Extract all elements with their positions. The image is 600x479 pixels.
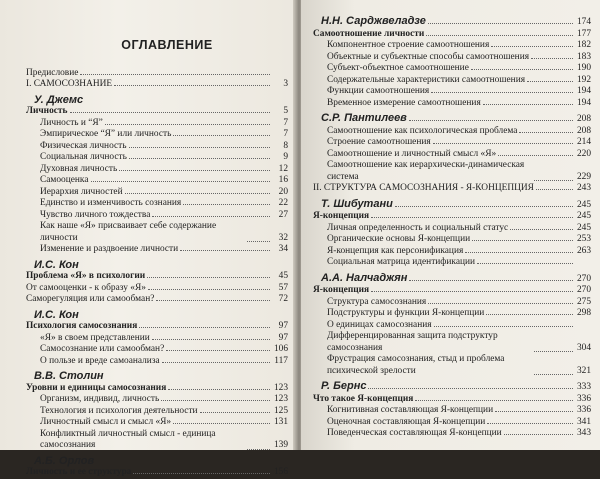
page-number: 22 bbox=[278, 198, 288, 208]
toc-entry[interactable] bbox=[313, 246, 591, 258]
entry-title: Изменение и раздвоение личности bbox=[40, 244, 179, 254]
entry-title: I. САМОСОЗНАНИЕ bbox=[26, 79, 113, 89]
page-number: 183 bbox=[576, 51, 591, 62]
toc-entry[interactable] bbox=[26, 333, 288, 345]
page-number: 321 bbox=[576, 365, 591, 376]
author-name: С.Р. Пантилеев bbox=[321, 112, 407, 124]
entry-title: Дифференцированная защита подструктур самосознания bbox=[327, 331, 498, 353]
toc-author bbox=[313, 16, 591, 29]
entry-title: Самоотношение личности bbox=[313, 28, 425, 39]
dot-leader bbox=[527, 81, 573, 82]
page-number: 34 bbox=[278, 244, 288, 254]
page-number: 9 bbox=[283, 152, 288, 162]
page-number: 3 bbox=[283, 79, 288, 89]
toc-entry[interactable] bbox=[313, 405, 591, 417]
page-number: 32 bbox=[278, 232, 288, 243]
toc-entry[interactable] bbox=[26, 187, 288, 199]
page-number: 123 bbox=[273, 394, 288, 404]
toc-entry[interactable] bbox=[26, 129, 288, 141]
toc-entry[interactable] bbox=[313, 223, 591, 235]
entry-title: Самоотношение как психологическая проблема bbox=[327, 125, 518, 136]
page-number: 97 bbox=[278, 321, 288, 331]
toc-author bbox=[313, 199, 591, 212]
entry-title: Функции самоотношения bbox=[327, 86, 430, 96]
toc-entry[interactable] bbox=[313, 331, 591, 354]
toc-entry[interactable] bbox=[313, 234, 591, 246]
toc-entry[interactable] bbox=[26, 141, 288, 153]
toc-author bbox=[313, 113, 591, 126]
author-name: Т. Шибутани bbox=[321, 197, 393, 210]
entry-title: О пользе и вреде самоанализа bbox=[40, 355, 160, 366]
page-number: 220 bbox=[576, 148, 591, 159]
toc-entry[interactable] bbox=[313, 308, 591, 320]
entry-title: О единицах самосознания bbox=[327, 319, 432, 330]
toc-entry[interactable] bbox=[313, 137, 591, 149]
dot-leader bbox=[428, 303, 573, 304]
entry-title: Органические основы Я-концепции bbox=[327, 234, 471, 244]
dot-leader bbox=[409, 280, 573, 281]
entry-title: Я-концепция bbox=[313, 285, 370, 295]
page-number: 7 bbox=[283, 117, 288, 128]
toc-entry[interactable] bbox=[313, 98, 591, 110]
dot-leader bbox=[477, 263, 573, 264]
entry-title: Я-концепция bbox=[313, 211, 370, 221]
toc-entry[interactable] bbox=[26, 467, 288, 479]
toc-entry[interactable] bbox=[26, 406, 288, 418]
page-number: 139 bbox=[273, 440, 288, 450]
page-number: 156 bbox=[273, 467, 288, 477]
page-number: 336 bbox=[576, 405, 591, 415]
toc-entry[interactable] bbox=[26, 221, 288, 244]
dot-leader bbox=[434, 326, 573, 327]
entry-title: Проблема «Я» в психологии bbox=[26, 271, 146, 281]
entry-title: От самооценки - к образу «Я» bbox=[26, 282, 146, 293]
page-number: 208 bbox=[576, 125, 591, 136]
toc-entry[interactable] bbox=[26, 344, 288, 356]
entry-title: Саморегуляция или самообман? bbox=[26, 294, 155, 304]
dot-leader bbox=[534, 180, 573, 181]
page-number: 174 bbox=[576, 17, 591, 27]
entry-title: Объектные и субъектные способы самоотношения bbox=[327, 51, 530, 62]
dot-leader bbox=[395, 206, 573, 207]
entry-title: II. СТРУКТУРА САМОСОЗНАНИЯ - Я-КОНЦЕПЦИЯ bbox=[313, 183, 534, 193]
right-page bbox=[301, 0, 600, 450]
entry-title: Субъект-объектное самоотношение bbox=[327, 63, 469, 73]
toc-entry[interactable] bbox=[313, 183, 591, 195]
entry-title: Личность и ее структура bbox=[26, 467, 132, 477]
toc-entry[interactable] bbox=[26, 198, 288, 210]
page-number: 125 bbox=[273, 405, 288, 416]
page-number: 243 bbox=[576, 183, 591, 193]
dot-leader bbox=[161, 400, 270, 401]
dot-leader bbox=[114, 85, 270, 86]
dot-leader bbox=[487, 423, 573, 424]
toc-entry[interactable] bbox=[313, 160, 591, 183]
dot-leader bbox=[91, 181, 271, 182]
dot-leader bbox=[371, 291, 573, 292]
entry-title: Единство и изменчивость сознания bbox=[40, 198, 182, 208]
toc-entry[interactable] bbox=[313, 394, 591, 406]
dot-leader bbox=[119, 170, 270, 171]
toc-entry[interactable] bbox=[313, 126, 591, 138]
page-number: 194 bbox=[576, 86, 591, 96]
page-number: 20 bbox=[278, 186, 288, 197]
entry-title: Эмпирическое “Я” или личность bbox=[40, 129, 172, 139]
dot-leader bbox=[486, 314, 573, 315]
page-number: 12 bbox=[278, 163, 288, 174]
entry-title: Самоотношение как иерархически-динамическая система bbox=[327, 160, 525, 182]
dot-leader bbox=[162, 362, 270, 363]
page-number: 72 bbox=[278, 294, 288, 304]
page-number: 343 bbox=[576, 428, 591, 438]
dot-leader bbox=[152, 216, 270, 217]
dot-leader bbox=[433, 143, 573, 144]
author-name: И.С. Кон bbox=[34, 308, 79, 321]
toc-entry[interactable] bbox=[26, 164, 288, 176]
toc-entry[interactable] bbox=[26, 356, 288, 368]
dot-leader bbox=[519, 132, 573, 133]
page-number: 192 bbox=[576, 74, 591, 85]
dot-leader bbox=[173, 135, 270, 136]
entry-title: Психология самосознания bbox=[26, 321, 138, 331]
dot-leader bbox=[173, 423, 270, 424]
dot-leader bbox=[415, 400, 573, 401]
toc-entry[interactable] bbox=[313, 257, 591, 269]
dot-leader bbox=[483, 104, 573, 105]
page-number: 263 bbox=[576, 245, 591, 256]
page-number: 5 bbox=[283, 106, 288, 116]
entry-title: Временное измерение самоотношения bbox=[327, 97, 481, 108]
toc-entry[interactable] bbox=[313, 86, 591, 98]
page-number: 270 bbox=[576, 285, 591, 295]
dot-leader bbox=[531, 58, 573, 59]
toc-entry[interactable] bbox=[313, 63, 591, 75]
dot-leader bbox=[148, 289, 270, 290]
entry-title: Технология и психология деятельности bbox=[40, 405, 198, 416]
toc-entry[interactable] bbox=[26, 283, 288, 295]
page-number: 333 bbox=[576, 382, 591, 392]
dot-leader bbox=[409, 120, 573, 121]
page-number: 123 bbox=[273, 382, 288, 393]
page-number: 106 bbox=[273, 344, 288, 354]
dot-leader bbox=[534, 351, 573, 352]
toc-entry[interactable] bbox=[313, 320, 591, 332]
dot-leader bbox=[247, 449, 270, 450]
toc-entry[interactable] bbox=[26, 152, 288, 164]
entry-title: Самооценка bbox=[40, 175, 89, 185]
entry-title: Оценочная составляющая Я-концепции bbox=[327, 416, 486, 427]
dot-leader bbox=[428, 23, 573, 24]
entry-title: Чувство личного тождества bbox=[40, 209, 151, 220]
toc-entry[interactable] bbox=[313, 417, 591, 429]
entry-title: Фрустрация самосознания, стыд и проблема психической зрелости bbox=[327, 354, 505, 376]
dot-leader bbox=[510, 229, 573, 230]
entry-title: Когнитивная составляющая Я-концепции bbox=[327, 405, 494, 415]
dot-leader bbox=[504, 434, 573, 435]
page-number: 214 bbox=[576, 137, 591, 147]
toc-entry[interactable] bbox=[313, 354, 591, 377]
author-name: В.В. Столин bbox=[34, 370, 104, 382]
dot-leader bbox=[147, 277, 270, 278]
entry-title: Подструктуры и функции Я-концепции bbox=[327, 308, 485, 318]
dot-leader bbox=[168, 389, 270, 390]
page-number: 304 bbox=[576, 342, 591, 353]
entry-title: «Я» в своем представлении bbox=[40, 332, 150, 343]
page-number: 245 bbox=[576, 199, 591, 210]
entry-title: Уровни и единицы самосознания bbox=[26, 382, 167, 393]
entry-title: Иерархия личностей bbox=[40, 186, 123, 197]
dot-leader bbox=[70, 112, 271, 113]
entry-title: Структура самосознания bbox=[327, 296, 427, 307]
entry-title: Компонентное строение самоотношения bbox=[327, 40, 490, 50]
page-number: 57 bbox=[278, 282, 288, 293]
page-number: 341 bbox=[576, 416, 591, 427]
page-number: 182 bbox=[576, 40, 591, 50]
toc-entry[interactable] bbox=[26, 244, 288, 256]
page-number: 8 bbox=[283, 140, 288, 151]
dot-leader bbox=[80, 74, 270, 75]
toc-author bbox=[26, 260, 288, 272]
page-number: 270 bbox=[576, 273, 591, 284]
toc-author bbox=[26, 456, 288, 468]
dot-leader bbox=[133, 473, 270, 474]
page-number: 97 bbox=[278, 332, 288, 343]
entry-title: Я-концепция как персонификация bbox=[327, 245, 464, 256]
right-entries bbox=[313, 16, 591, 440]
toc-author bbox=[313, 273, 591, 286]
dot-leader bbox=[495, 411, 573, 412]
entry-title: Самосознание или самообман? bbox=[40, 344, 165, 354]
page-number: 27 bbox=[278, 209, 288, 220]
entry-title: Содержательные характеристики самоотношения bbox=[327, 74, 526, 85]
dot-leader bbox=[105, 124, 270, 125]
page-number: 298 bbox=[576, 308, 591, 318]
page-number: 253 bbox=[576, 234, 591, 244]
dot-leader bbox=[368, 388, 573, 389]
dot-leader bbox=[426, 35, 573, 36]
author-name: У. Джемс bbox=[34, 93, 84, 106]
entry-title: Личная определенность и социальный статус bbox=[327, 222, 509, 233]
entry-title: Духовная личность bbox=[40, 163, 118, 174]
dot-leader bbox=[152, 339, 270, 340]
toc-entry[interactable] bbox=[313, 29, 591, 41]
page-number: 229 bbox=[576, 171, 591, 182]
entry-title: Организм, индивид, личность bbox=[40, 394, 160, 404]
toc-entry[interactable] bbox=[313, 297, 591, 309]
toc-entry[interactable] bbox=[26, 294, 288, 306]
toc-entry[interactable] bbox=[313, 211, 591, 223]
dot-leader bbox=[536, 189, 573, 190]
dot-leader bbox=[534, 374, 573, 375]
toc-entry[interactable] bbox=[313, 285, 591, 297]
page-number: 245 bbox=[576, 222, 591, 233]
page-number: 117 bbox=[274, 355, 288, 366]
dot-leader bbox=[139, 327, 270, 328]
page-number: 194 bbox=[576, 97, 591, 108]
page-number: 275 bbox=[576, 296, 591, 307]
toc-entry[interactable] bbox=[26, 417, 288, 429]
left-entries bbox=[26, 68, 288, 479]
dot-leader bbox=[498, 155, 573, 156]
toc-entry[interactable] bbox=[313, 428, 591, 440]
entry-title: Самоотношение и личностный смысл «Я» bbox=[327, 148, 497, 159]
entry-title: Социальная матрица идентификации bbox=[327, 257, 476, 267]
toc-entry[interactable] bbox=[313, 52, 591, 64]
author-name: И.С. Кон bbox=[34, 258, 79, 271]
dot-leader bbox=[200, 412, 270, 413]
toc-author bbox=[26, 371, 288, 383]
right-toc bbox=[313, 12, 591, 440]
entry-title: Социальная личность bbox=[40, 152, 127, 162]
page-number: 16 bbox=[278, 175, 288, 185]
entry-title: Конфликтный личностный смысл - единица самосознания bbox=[40, 428, 216, 450]
toc-entry[interactable] bbox=[26, 383, 288, 395]
dot-leader bbox=[180, 250, 270, 251]
page-number: 190 bbox=[576, 63, 591, 73]
page-number: 336 bbox=[576, 393, 591, 404]
author-name: А.Б. Орлов bbox=[34, 454, 95, 467]
entry-title: Поведенческая составляющая Я-концепции bbox=[327, 428, 502, 438]
page-number: 245 bbox=[576, 211, 591, 221]
toc-entry[interactable] bbox=[26, 68, 288, 80]
toc-entry[interactable] bbox=[313, 149, 591, 161]
toc-entry[interactable] bbox=[26, 429, 288, 452]
toc-author bbox=[26, 310, 288, 322]
toc-author bbox=[313, 381, 591, 394]
toc-entry[interactable] bbox=[26, 79, 288, 91]
left-page bbox=[0, 0, 297, 477]
dot-leader bbox=[491, 46, 573, 47]
entry-title: Предисловие bbox=[26, 67, 79, 78]
entry-title: Физическая личность bbox=[40, 140, 127, 151]
dot-leader bbox=[156, 300, 270, 301]
page-number: 7 bbox=[283, 129, 288, 139]
dot-leader bbox=[465, 252, 573, 253]
author-name: А.А. Налчаджян bbox=[321, 271, 408, 284]
dot-leader bbox=[472, 240, 573, 241]
page-number: 45 bbox=[278, 271, 288, 281]
page-number: 177 bbox=[576, 28, 591, 39]
toc-entry[interactable] bbox=[26, 175, 288, 187]
dot-leader bbox=[129, 147, 270, 148]
left-toc bbox=[26, 34, 288, 479]
dot-leader bbox=[471, 69, 573, 70]
toc-entry[interactable] bbox=[26, 321, 288, 333]
toc-entry[interactable] bbox=[26, 118, 288, 130]
page-number: 131 bbox=[273, 417, 288, 427]
dot-leader bbox=[183, 204, 270, 205]
entry-title: Что такое Я-концепция bbox=[313, 393, 414, 404]
entry-title: Личность bbox=[26, 106, 68, 116]
dot-leader bbox=[125, 193, 270, 194]
author-name: Р. Бернс bbox=[321, 380, 367, 392]
toc-entry[interactable] bbox=[313, 40, 591, 52]
entry-title: Строение самоотношения bbox=[327, 137, 431, 147]
entry-title: Как наше «Я» присваивает себе содержание личности bbox=[40, 221, 217, 243]
toc-entry[interactable] bbox=[26, 394, 288, 406]
dot-leader bbox=[247, 241, 270, 242]
dot-leader bbox=[431, 92, 573, 93]
toc-author bbox=[26, 95, 288, 107]
toc-entry[interactable] bbox=[26, 106, 288, 118]
entry-title: Личностный смысл и смысл «Я» bbox=[40, 417, 172, 427]
dot-leader bbox=[371, 217, 573, 218]
toc-entry[interactable] bbox=[313, 75, 591, 87]
entry-title: Личность и “Я” bbox=[40, 117, 103, 128]
author-name: Н.Н. Сарджвеладзе bbox=[321, 15, 426, 27]
toc-entry[interactable] bbox=[26, 271, 288, 283]
toc-title: ОГЛАВЛЕНИЕ bbox=[121, 38, 213, 52]
dot-leader bbox=[129, 158, 270, 159]
page-number: 208 bbox=[576, 114, 591, 124]
dot-leader bbox=[166, 350, 270, 351]
toc-entry[interactable] bbox=[26, 210, 288, 222]
